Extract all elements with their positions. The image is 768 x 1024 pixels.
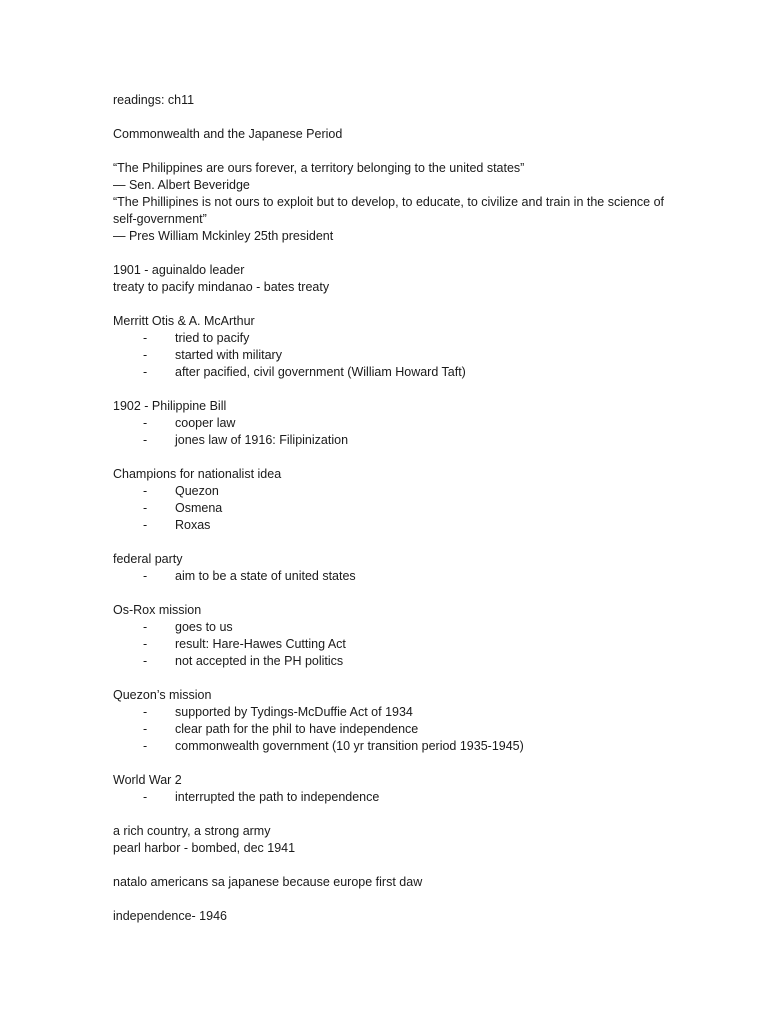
bullet-dash: - — [143, 365, 148, 379]
rich-country-line: a rich country, a strong army — [113, 824, 271, 838]
section-heading-otis: Merritt Otis & A. McArthur — [113, 314, 255, 328]
list-item: - cooper law — [143, 416, 236, 430]
bullet-dash: - — [143, 569, 148, 583]
list-item: - Osmena — [143, 501, 223, 515]
spacer — [113, 109, 673, 126]
quote-beveridge-author: — Sen. Albert Beveridge — [113, 178, 250, 192]
bullet-dash: - — [143, 331, 148, 345]
bullet-dash: - — [143, 705, 148, 719]
list-item: - Quezon — [143, 484, 219, 498]
list-item: - clear path for the phil to have independence — [143, 722, 419, 736]
document-title: Commonwealth and the Japanese Period — [113, 127, 343, 141]
list-item: - Roxas — [143, 518, 211, 532]
section-heading-quezon: Quezon’s mission — [113, 688, 212, 702]
spacer — [113, 806, 673, 823]
spacer — [113, 857, 673, 874]
spacer — [113, 449, 673, 466]
natalo-line: natalo americans sa japanese because europe first daw — [113, 875, 423, 889]
bullet-dash: - — [143, 501, 148, 515]
quote-mckinley: “The Phillipines is not ours to exploit but to develop, to educate, to civilize and train in the science of self-government” — [113, 195, 665, 226]
bullet-dash: - — [143, 484, 148, 498]
readings-line: readings: ch11 — [113, 93, 195, 107]
bullet-dash: - — [143, 722, 148, 736]
section-heading-champions: Champions for nationalist idea — [113, 467, 282, 481]
list-item: - supported by Tydings-McDuffie Act of 1934 — [143, 705, 413, 719]
bullet-dash: - — [143, 739, 148, 753]
list-item: - tried to pacify — [143, 331, 250, 345]
quote-beveridge: “The Philippines are ours forever, a territory belonging to the united states” — [113, 161, 525, 175]
bullet-dash: - — [143, 433, 148, 447]
bates-treaty-line: treaty to pacify mindanao - bates treaty — [113, 280, 330, 294]
section-heading-osrox: Os-Rox mission — [113, 603, 202, 617]
document-page — [113, 92, 673, 925]
spacer — [113, 755, 673, 772]
section-heading-ww2: World War 2 — [113, 773, 182, 787]
list-item: - interrupted the path to independence — [143, 790, 380, 804]
list-item: - commonwealth government (10 yr transition period 1935-1945) — [143, 739, 524, 753]
spacer — [113, 670, 673, 687]
bullet-dash: - — [143, 654, 148, 668]
independence-line: independence- 1946 — [113, 909, 227, 923]
bullet-dash: - — [143, 637, 148, 651]
list-item: - after pacified, civil government (William Howard Taft) — [143, 365, 466, 379]
spacer — [113, 585, 673, 602]
bullet-dash: - — [143, 348, 148, 362]
spacer — [113, 891, 673, 908]
list-item: - aim to be a state of united states — [143, 569, 356, 583]
bullet-dash: - — [143, 790, 148, 804]
spacer — [113, 143, 673, 160]
pearl-harbor-line: pearl harbor - bombed, dec 1941 — [113, 841, 296, 855]
bullet-dash: - — [143, 620, 148, 634]
quote-mckinley-author: — Pres William Mckinley 25th president — [113, 229, 334, 243]
section-heading-bill: 1902 - Philippine Bill — [113, 399, 227, 413]
aguinaldo-line: 1901 - aguinaldo leader — [113, 263, 245, 277]
spacer — [113, 296, 673, 313]
section-heading-federal: federal party — [113, 552, 183, 566]
bullet-dash: - — [143, 416, 148, 430]
list-item: - goes to us — [143, 620, 233, 634]
spacer — [113, 381, 673, 398]
list-item: - result: Hare-Hawes Cutting Act — [143, 637, 346, 651]
spacer — [113, 245, 673, 262]
list-item: - started with military — [143, 348, 282, 362]
list-item: - jones law of 1916: Filipinization — [143, 433, 349, 447]
spacer — [113, 534, 673, 551]
bullet-dash: - — [143, 518, 148, 532]
list-item: - not accepted in the PH politics — [143, 654, 344, 668]
